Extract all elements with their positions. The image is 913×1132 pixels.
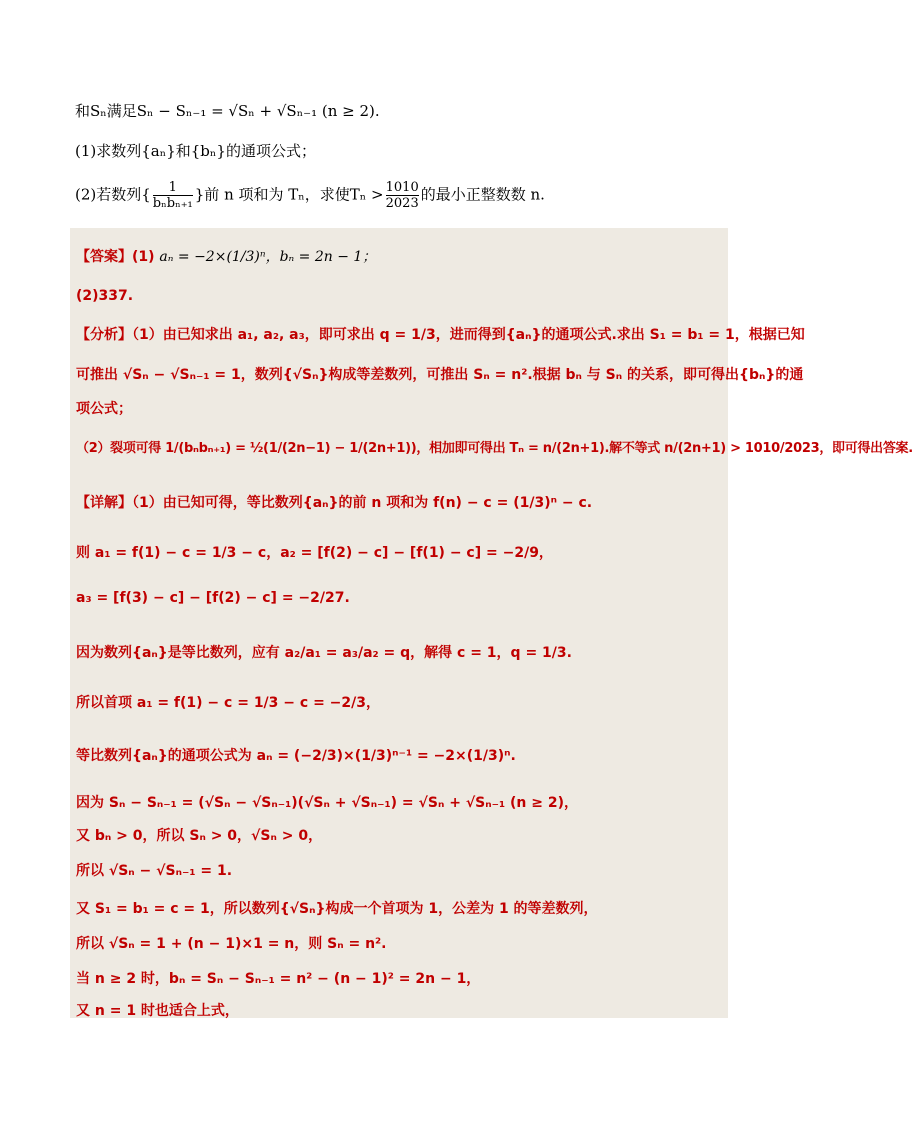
detail-line-5: 所以首项 a₁ = f(1) − c = 1/3 − c = −2/3， <box>76 695 380 711</box>
detail-line-7: 因为 Sₙ − Sₙ₋₁ = (√Sₙ − √Sₙ₋₁)(√Sₙ + √Sₙ₋₁) = √Sₙ + √Sₙ₋₁ (n ≥ 2)， <box>76 795 578 811</box>
question-part-1: (1)求数列{aₙ}和{bₙ}的通项公式； <box>75 142 316 160</box>
answer-line-2: (2)337. <box>76 288 134 304</box>
question-part-2 <box>75 180 545 211</box>
detail-line-1: 【详解】（1）由已知可得，等比数列{aₙ}的前 n 项和为 f(n) − c = (1/3)ⁿ − c. <box>76 495 593 511</box>
part2-text-a: (2)若数列{ <box>75 185 151 204</box>
detail-line-13: 又 n = 1 时也适合上式， <box>76 1003 239 1019</box>
detail-line-10: 又 S₁ = b₁ = c = 1，所以数列{√Sₙ}构成一个首项为 1，公差为 1 的等差数列， <box>76 901 598 917</box>
answer-line-1 <box>76 246 376 268</box>
detail-line-4: 因为数列{aₙ}是等比数列，应有 a₂/a₁ = a₃/a₂ = q，解得 c = 1，q = 1/3. <box>76 645 572 661</box>
part2-fraction-2: $\frac{1010}{2023}$ <box>385 180 419 211</box>
part2-text-d: 的最小正整数数 n. <box>420 185 545 204</box>
detail-line-3: a₃ = [f(3) − c] − [f(2) − c] = −2/27. <box>76 590 350 606</box>
detail-line-11: 所以 √Sₙ = 1 + (n − 1)×1 = n，则 Sₙ = n². <box>76 936 387 952</box>
analysis-line-3: 项公式； <box>76 401 132 417</box>
detail-line-2: 则 a₁ = f(1) − c = 1/3 − c，a₂ = [f(2) − c] − [f(1) − c] = −2/9， <box>76 545 553 561</box>
detail-line-6: 等比数列{aₙ}的通项公式为 aₙ = (−2/3)×(1/3)ⁿ⁻¹ = −2×(1/3)ⁿ. <box>76 748 516 764</box>
analysis-line-2: 可推出 √Sₙ − √Sₙ₋₁ = 1，数列{√Sₙ}构成等差数列，可推出 Sₙ = n².根据 bₙ 与 Sₙ 的关系，即可得出{bₙ}的通 <box>76 367 804 383</box>
analysis-line-4: （2）裂项可得 1/(bₙbₙ₊₁) = ½(1/(2n−1) − 1/(2n+1))，相加即可得出 Tₙ = n/(2n+1).解不等式 n/(2n+1) > 1010/2023，即可得出答案. <box>76 441 913 456</box>
question-condition: 和Sₙ满足Sₙ − Sₙ₋₁ = √Sₙ + √Sₙ₋₁ (n ≥ 2). <box>75 102 380 120</box>
detail-line-8: 又 bₙ > 0，所以 Sₙ > 0，√Sₙ > 0， <box>76 828 323 844</box>
answer-label: 【答案】(1) <box>76 249 155 265</box>
analysis-line-1: 【分析】（1）由已知求出 a₁, a₂, a₃，即可求出 q = 1/3，进而得到{aₙ}的通项公式.求出 S₁ = b₁ = 1，根据已知 <box>76 327 805 343</box>
answer-formula: aₙ = −2×(1/3)ⁿ，bₙ = 2n − 1； <box>159 249 377 265</box>
detail-line-12: 当 n ≥ 2 时，bₙ = Sₙ − Sₙ₋₁ = n² − (n − 1)² = 2n − 1， <box>76 971 481 987</box>
detail-line-9: 所以 √Sₙ − √Sₙ₋₁ = 1. <box>76 863 233 879</box>
part2-fraction: $\frac{1}{\text{bₙbₙ₊₁}}$ <box>152 180 193 211</box>
part2-text-b: }前 n 项和为 <box>194 185 284 204</box>
part2-text-c: Tₙ，求使Tₙ > <box>288 185 384 204</box>
